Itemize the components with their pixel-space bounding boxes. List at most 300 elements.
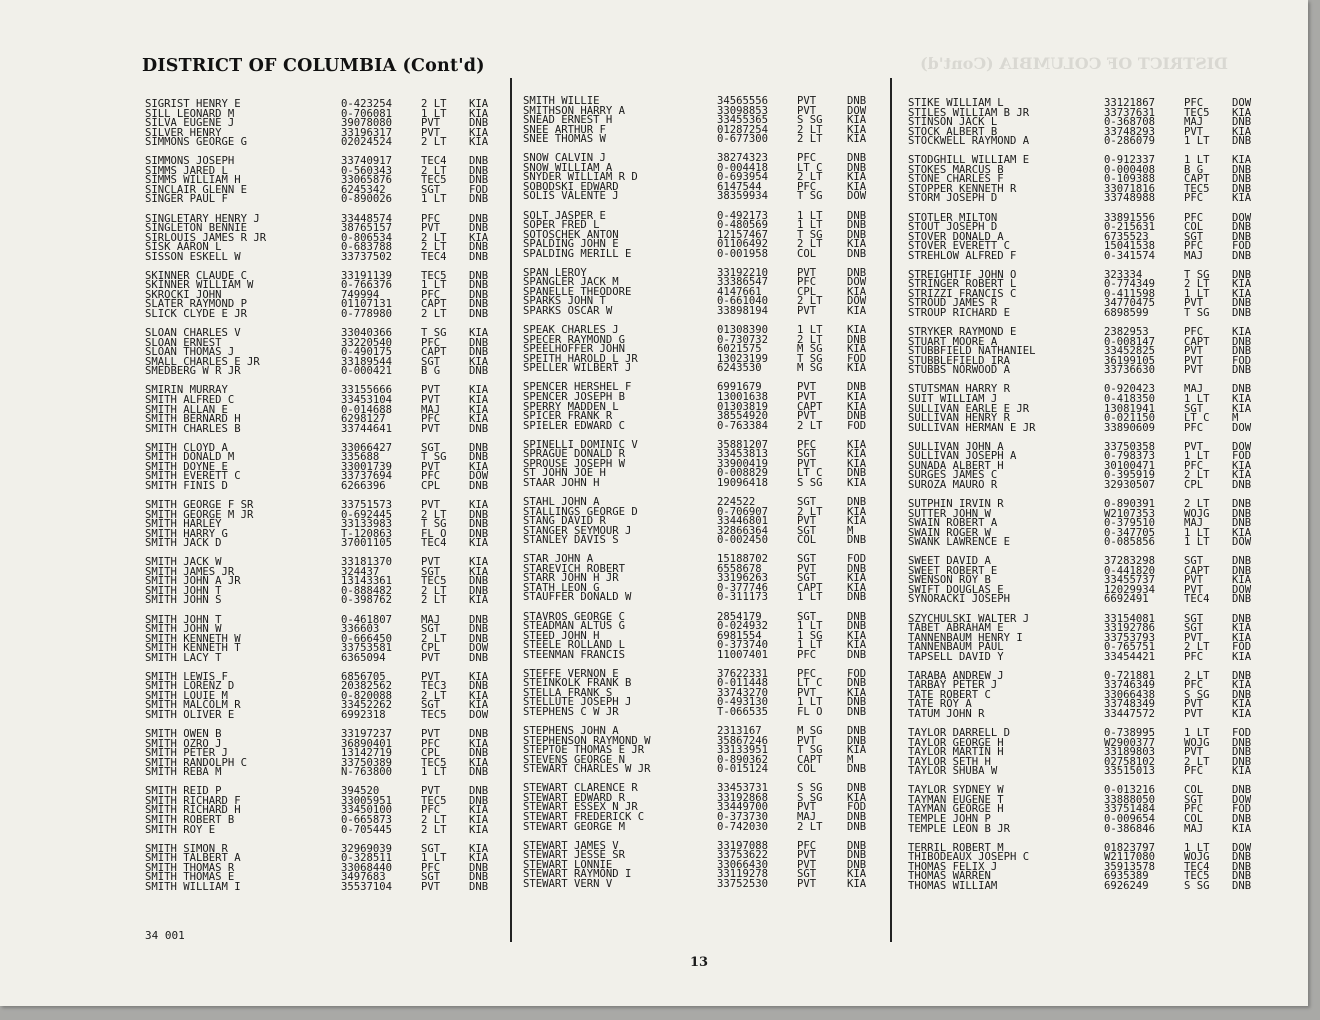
entry-serial-number: 39078080 [341, 117, 393, 130]
entry-status: DNB [847, 620, 867, 633]
entry-status: KIA [1232, 459, 1252, 472]
entry-name: SMITH LEWIS F [145, 670, 228, 683]
roster-entry [145, 711, 505, 721]
entry-serial-number: 0-024932 [717, 620, 769, 633]
entry-status: KIA [847, 457, 867, 470]
entry-rank: SGT [421, 183, 441, 196]
entry-serial-number: 0-004418 [717, 161, 769, 174]
entry-status: DNB [1232, 564, 1252, 577]
entry-name: STAVROS GEORGE C [523, 610, 626, 623]
entry-serial-number: 33737694 [341, 470, 393, 483]
entry-name: SMITH PETER J [145, 747, 228, 760]
entry-serial-number: 02758102 [1104, 755, 1156, 768]
entry-status: KIA [847, 324, 867, 337]
entry-serial-number: 0-798373 [1104, 450, 1156, 463]
entry-status: DNB [469, 451, 489, 464]
entry-rank: S SG [1184, 879, 1210, 892]
entry-status: DNB [469, 441, 489, 454]
roster-group [908, 328, 1268, 376]
entry-name: TATUM JOHN R [908, 708, 985, 720]
entry-status: DNB [469, 632, 489, 645]
entry-name: SMITH THOMAS R [145, 861, 235, 874]
column-divider [510, 78, 512, 942]
entry-status: KIA [847, 180, 867, 193]
entry-rank: TEC5 [421, 709, 447, 721]
entry-name: STORM JOSEPH D [908, 192, 998, 205]
entry-status: DNB [469, 728, 489, 741]
entry-name: SLICK CLYDE E JR [145, 308, 248, 321]
entry-name: STROUD JAMES R [908, 297, 998, 310]
entry-rank: PFC [1184, 211, 1204, 224]
entry-name: SMITH HARRY G [145, 527, 228, 540]
entry-serial-number: 0-560343 [341, 164, 393, 177]
entry-status: KIA [1232, 278, 1252, 291]
entry-rank: T SG [797, 190, 823, 203]
entry-status: DNB [469, 288, 489, 301]
entry-status: DNB [469, 365, 489, 378]
entry-serial-number: 0-705445 [341, 823, 393, 836]
entry-name: TAPSELL DAVID Y [908, 650, 1004, 663]
entry-rank: PVT [421, 393, 441, 406]
entry-rank: MAJ [421, 403, 441, 416]
entry-serial-number: 33066430 [717, 858, 769, 871]
entry-name: SMITH SIMON R [145, 842, 228, 855]
entry-serial-number: 33453813 [717, 448, 769, 461]
entry-serial-number: 0-386846 [1104, 822, 1156, 835]
entry-name: SKROCKI JOHN [145, 288, 222, 301]
entry-rank: SGT [797, 524, 817, 537]
roster-group [523, 383, 883, 431]
entry-rank: S SG [797, 476, 823, 489]
entry-rank: T SG [1184, 268, 1210, 281]
entry-rank: PVT [1184, 746, 1204, 759]
entry-rank: 1 LT [797, 591, 823, 604]
entry-rank: SGT [797, 610, 817, 623]
entry-rank: MAJ [1184, 517, 1204, 530]
roster-group [523, 97, 883, 145]
entry-rank: T SG [797, 228, 823, 241]
entry-rank: SGT [797, 572, 817, 585]
roster-entry [908, 879, 1268, 892]
entry-serial-number: 33740917 [341, 155, 393, 168]
roster-entry [523, 476, 883, 489]
entry-name: STEINKOLK FRANK B [523, 677, 632, 690]
entry-name: SMITH JACK W [145, 556, 222, 569]
entry-serial-number: 324437 [341, 565, 380, 578]
entry-status: DNB [469, 222, 489, 235]
entry-serial-number: 0-820088 [341, 689, 393, 702]
entry-status: DOW [1232, 97, 1252, 109]
entry-serial-number: W2107353 [1104, 507, 1156, 520]
entry-name: SMITH JOHN A JR [145, 575, 241, 588]
entry-name: TANNENBAUM PAUL [908, 641, 1004, 654]
entry-name: STRIZZI FRANCIS C [908, 287, 1017, 300]
entry-rank: WOJG [1184, 507, 1210, 520]
entry-name: STEWART CLARENCE R [523, 782, 638, 795]
entry-name: STROUP RICHARD E [908, 307, 1011, 320]
entry-status: DNB [469, 871, 489, 884]
roster-group [523, 326, 883, 374]
entry-rank: SGT [421, 842, 441, 855]
entry-name: SULLIVAN EARLE E JR [908, 402, 1030, 415]
roster-entry [908, 194, 1268, 204]
entry-serial-number: 0-423254 [341, 98, 393, 110]
entry-rank: M SG [797, 343, 823, 356]
entry-status: KIA [469, 460, 489, 473]
entry-status: FOD [1232, 641, 1252, 654]
entry-status: DNB [469, 527, 489, 540]
entry-serial-number: 33068440 [341, 861, 393, 874]
roster-entry [908, 767, 1268, 777]
entry-rank: PFC [421, 470, 441, 483]
entry-rank: 2 LT [797, 295, 823, 308]
entry-rank: 2 LT [797, 133, 823, 146]
roster-entry [523, 307, 883, 317]
entry-serial-number: 0-000408 [1104, 163, 1156, 176]
entry-rank: PVT [1184, 708, 1204, 720]
entry-status: DNB [847, 648, 867, 661]
entry-rank: 1 LT [797, 209, 823, 222]
entry-name: SMALL CHARLES E JR [145, 355, 260, 368]
entry-status: KIA [469, 852, 489, 865]
roster-group [145, 441, 505, 492]
entry-status: DNB [847, 161, 867, 174]
entry-rank: 1 LT [797, 639, 823, 652]
entry-name: SMITH JACK D [145, 537, 222, 550]
entry-rank: PVT [421, 422, 441, 435]
entry-name: STOPPER KENNETH R [908, 182, 1017, 195]
entry-status: DNB [847, 219, 867, 232]
entry-rank: PVT [797, 515, 817, 528]
entry-status: DNB [1232, 116, 1252, 129]
entry-serial-number: 38765157 [341, 222, 393, 235]
entry-name: SMITH LORENZ D [145, 680, 235, 693]
roster-group [523, 154, 883, 202]
entry-name: SMITH KENNETH T [145, 642, 241, 655]
entry-status: KIA [847, 572, 867, 585]
entry-status: DNB [1232, 182, 1252, 195]
entry-serial-number: 6365094 [341, 651, 386, 664]
entry-status: KIA [847, 448, 867, 461]
roster-group [523, 209, 883, 260]
entry-rank: PVT [1184, 364, 1204, 377]
entry-rank: 2 LT [797, 505, 823, 518]
entry-serial-number: 33455737 [1104, 574, 1156, 587]
entry-status: DNB [847, 228, 867, 241]
entry-rank: CPL [421, 479, 441, 492]
entry-name: SOLIS VALENTE J [523, 190, 619, 203]
entry-serial-number: 35867246 [717, 734, 769, 747]
entry-name: STREIGHTIF JOHN O [908, 268, 1017, 281]
entry-status: DNB [1232, 335, 1252, 348]
entry-rank: PVT [421, 460, 441, 473]
roster-entry [523, 593, 883, 603]
entry-serial-number: 01106492 [717, 238, 769, 251]
entry-rank: PFC [421, 413, 441, 426]
entry-rank: PVT [797, 734, 817, 747]
entry-status: DNB [1232, 517, 1252, 530]
entry-rank: 2 LT [421, 98, 447, 110]
entry-name: SMITH MALCOLM R [145, 699, 241, 712]
entry-status: DNB [1232, 297, 1252, 310]
entry-rank: CAPT [797, 753, 823, 766]
entry-rank: PFC [421, 288, 441, 301]
entry-name: SURGES JAMES C [908, 469, 998, 482]
entry-status: KIA [847, 285, 867, 298]
entry-serial-number: 33891556 [1104, 211, 1156, 224]
entry-serial-number: 6992318 [341, 709, 386, 721]
roster-entry [908, 595, 1268, 605]
entry-name: SPENCER HERSHEL F [523, 381, 632, 394]
entry-rank: 1 LT [1184, 450, 1210, 463]
entry-status: DNB [469, 117, 489, 130]
entry-rank: PFC [1184, 803, 1204, 816]
entry-name: SMIRIN MURRAY [145, 384, 228, 397]
entry-status: KIA [469, 231, 489, 244]
entry-serial-number: 0-742030 [717, 820, 769, 833]
roster-group [145, 787, 505, 835]
entry-rank: CAPT [1184, 335, 1210, 348]
entry-rank: SGT [797, 448, 817, 461]
entry-serial-number: 0-912337 [1104, 154, 1156, 167]
entry-rank: SGT [421, 871, 441, 884]
entry-serial-number: 33189803 [1104, 746, 1156, 759]
entry-name: SIMMS WILLIAM H [145, 174, 241, 187]
entry-status: KIA [847, 639, 867, 652]
entry-rank: PFC [421, 737, 441, 750]
entry-serial-number: 0-002450 [717, 534, 769, 547]
entry-serial-number: 12157467 [717, 228, 769, 241]
entry-status: DNB [847, 839, 867, 852]
entry-serial-number: 335688 [341, 451, 380, 464]
entry-name: SMITHSON HARRY A [523, 104, 626, 117]
entry-rank: 2 LT [797, 123, 823, 136]
entry-name: SIGRIST HENRY E [145, 98, 241, 110]
entry-rank: CAPT [1184, 173, 1210, 186]
entry-rank: COL [797, 534, 817, 547]
entry-name: SPROUSE JOSEPH W [523, 457, 626, 470]
entry-rank: 1 LT [1184, 392, 1210, 405]
entry-rank: 2 LT [421, 241, 447, 254]
entry-name: SWIFT DOUGLAS E [908, 583, 1004, 596]
entry-serial-number: 0-008147 [1104, 335, 1156, 348]
entry-name: TAYLOR SYDNEY W [908, 784, 1004, 797]
entry-status: DOW [1232, 841, 1252, 854]
entry-rank: TEC3 [421, 680, 447, 693]
entry-rank: PFC [421, 212, 441, 225]
entry-name: SMITH RANDOLPH C [145, 756, 248, 769]
roster-entry [145, 479, 505, 492]
entry-rank: MAJ [421, 613, 441, 626]
entry-name: SMITH OLIVER E [145, 709, 235, 721]
entry-serial-number: 0-461807 [341, 613, 393, 626]
entry-name: STEWART FREDERICK C [523, 811, 645, 824]
entry-serial-number: 33181370 [341, 556, 393, 569]
entry-rank: CPL [1184, 478, 1204, 491]
entry-status: FOD [847, 352, 867, 365]
entry-serial-number: 33446801 [717, 515, 769, 528]
entry-rank: PVT [421, 126, 441, 139]
entry-status: DNB [469, 250, 489, 263]
entry-status: DNB [1232, 221, 1252, 234]
entry-rank: PFC [797, 152, 817, 165]
entry-serial-number: 33898194 [717, 305, 769, 318]
roster-group [523, 266, 883, 318]
entry-serial-number: 0-778980 [341, 308, 393, 321]
entry-rank: PFC [421, 861, 441, 874]
entry-status: FOD [1232, 450, 1252, 463]
entry-rank: PVT [797, 104, 817, 117]
entry-serial-number: 0-398762 [341, 594, 393, 607]
entry-rank: SGT [421, 623, 441, 636]
roster-entry [908, 710, 1268, 720]
entry-serial-number: 0-693954 [717, 171, 769, 184]
entry-status: KIA [1232, 622, 1252, 635]
entry-status: KIA [1232, 679, 1252, 692]
entry-status: DNB [847, 467, 867, 480]
entry-rank: 1 LT [421, 279, 447, 292]
entry-serial-number: 33455365 [717, 114, 769, 127]
entry-name: SWAIN ROGER W [908, 526, 991, 539]
entry-status: KIA [847, 791, 867, 804]
roster-column [523, 97, 883, 899]
roster-group [145, 157, 505, 205]
entry-serial-number: 34565556 [717, 95, 769, 107]
entry-rank: PFC [797, 180, 817, 193]
roster-group [145, 670, 505, 721]
entry-serial-number: 0-677300 [717, 133, 769, 146]
entry-status: DOW [469, 642, 489, 655]
entry-serial-number: 01823797 [1104, 841, 1156, 854]
entry-rank: SGT [421, 699, 441, 712]
entry-serial-number: 0-341574 [1104, 249, 1156, 262]
entry-serial-number: 0-373740 [717, 639, 769, 652]
entry-rank: TEC5 [421, 794, 447, 807]
entry-status: KIA [1232, 650, 1252, 663]
entry-status: KIA [847, 629, 867, 642]
entry-name: SULLIVAN JOSEPH A [908, 450, 1017, 463]
entry-name: STINSON JACK L [908, 116, 998, 129]
entry-status: DNB [469, 193, 489, 206]
roster-entry [908, 478, 1268, 491]
entry-serial-number: 0-661040 [717, 295, 769, 308]
entry-name: STUTSMAN HARRY R [908, 383, 1011, 396]
entry-status: FOD [847, 667, 867, 680]
roster-entry [908, 366, 1268, 376]
entry-name: SMITH RICHARD F [145, 794, 241, 807]
entry-serial-number: 33192210 [717, 266, 769, 279]
entry-serial-number: 0-493130 [717, 696, 769, 709]
entry-name: SMITH ALFRED C [145, 393, 235, 406]
entry-serial-number: W2117080 [1104, 851, 1156, 864]
entry-rank: PVT [421, 880, 441, 893]
entry-rank: 1 LT [1184, 727, 1210, 740]
entry-name: SMITH BERNARD H [145, 413, 241, 426]
entry-rank: B G [1184, 163, 1204, 176]
entry-name: SPEITH HAROLD L JR [523, 352, 638, 365]
entry-serial-number: 33154081 [1104, 612, 1156, 625]
entry-status: KIA [847, 133, 867, 146]
entry-rank: 1 LT [421, 193, 447, 206]
entry-name: SMITH THOMAS E [145, 871, 235, 884]
entry-status: DOW [847, 295, 867, 308]
entry-name: SMITH RICHARD H [145, 804, 241, 817]
entry-rank: 2 LT [421, 308, 447, 321]
entry-status: DNB [847, 591, 867, 604]
roster-entry [523, 536, 883, 546]
entry-serial-number: 0-765751 [1104, 641, 1156, 654]
entry-status: FOD [469, 183, 489, 196]
entry-rank: 1 LT [797, 219, 823, 232]
entry-name: SPELLER WILBERT J [523, 362, 632, 375]
entry-status: DNB [847, 152, 867, 165]
entry-name: ST JOHN JOE H [523, 467, 606, 480]
entry-serial-number: 38554920 [717, 410, 769, 423]
entry-serial-number: 33197088 [717, 839, 769, 852]
entry-rank: 2 LT [1184, 669, 1210, 682]
entry-name: STAHL JOHN A [523, 495, 600, 508]
entry-rank: CAPT [797, 581, 823, 594]
roster-entry [145, 250, 505, 263]
entry-rank: SGT [1184, 230, 1204, 243]
entry-rank: COL [797, 763, 817, 776]
entry-rank: TEC5 [1184, 106, 1210, 119]
entry-rank: PFC [1184, 326, 1204, 339]
entry-status: DNB [847, 696, 867, 709]
entry-serial-number: 33737631 [1104, 106, 1156, 119]
entry-rank: 2 LT [421, 584, 447, 597]
entry-rank: PVT [1184, 583, 1204, 596]
entry-rank: PFC [1184, 192, 1204, 205]
entry-name: SPANELLE THEODORE [523, 285, 632, 298]
entry-rank: 1 LT [421, 766, 447, 779]
entry-serial-number: 12029934 [1104, 583, 1156, 596]
entry-serial-number: 0-480569 [717, 219, 769, 232]
roster-group [145, 269, 505, 321]
entry-status: KIA [847, 114, 867, 127]
entry-name: STEVENS GEORGE N [523, 753, 626, 766]
entry-name: SPEELHOFFER JOHN [523, 343, 626, 356]
entry-rank: PVT [1184, 698, 1204, 711]
entry-name: STEWART LONNIE [523, 858, 613, 871]
entry-status: DNB [847, 725, 867, 738]
entry-serial-number: 0-009654 [1104, 813, 1156, 826]
roster-column [908, 99, 1268, 901]
entry-status: DNB [1232, 755, 1252, 768]
entry-name: SMITH EVERETT C [145, 470, 241, 483]
entry-status: DNB [469, 479, 489, 492]
entry-serial-number: 6935389 [1104, 870, 1149, 883]
entry-serial-number: 33736630 [1104, 364, 1156, 377]
entry-name: SUTPHIN IRVIN R [908, 497, 1004, 510]
entry-status: KIA [847, 476, 867, 489]
entry-status: KIA [469, 689, 489, 702]
entry-rank: PVT [797, 305, 817, 318]
entry-serial-number: 33737502 [341, 250, 393, 263]
entry-rank: TEC5 [421, 269, 447, 282]
entry-serial-number: 33515013 [1104, 765, 1156, 778]
entry-rank: PFC [1184, 240, 1204, 253]
entry-serial-number: W2900377 [1104, 736, 1156, 749]
entry-status: DNB [1232, 249, 1252, 262]
entry-serial-number: 37622331 [717, 667, 769, 680]
entry-name: SMITH CLOYD A [145, 441, 228, 454]
entry-serial-number: 33040366 [341, 327, 393, 340]
entry-status: KIA [847, 686, 867, 699]
entry-status: KIA [847, 505, 867, 518]
entry-status: DNB [1232, 784, 1252, 797]
entry-rank: CAPT [421, 346, 447, 359]
